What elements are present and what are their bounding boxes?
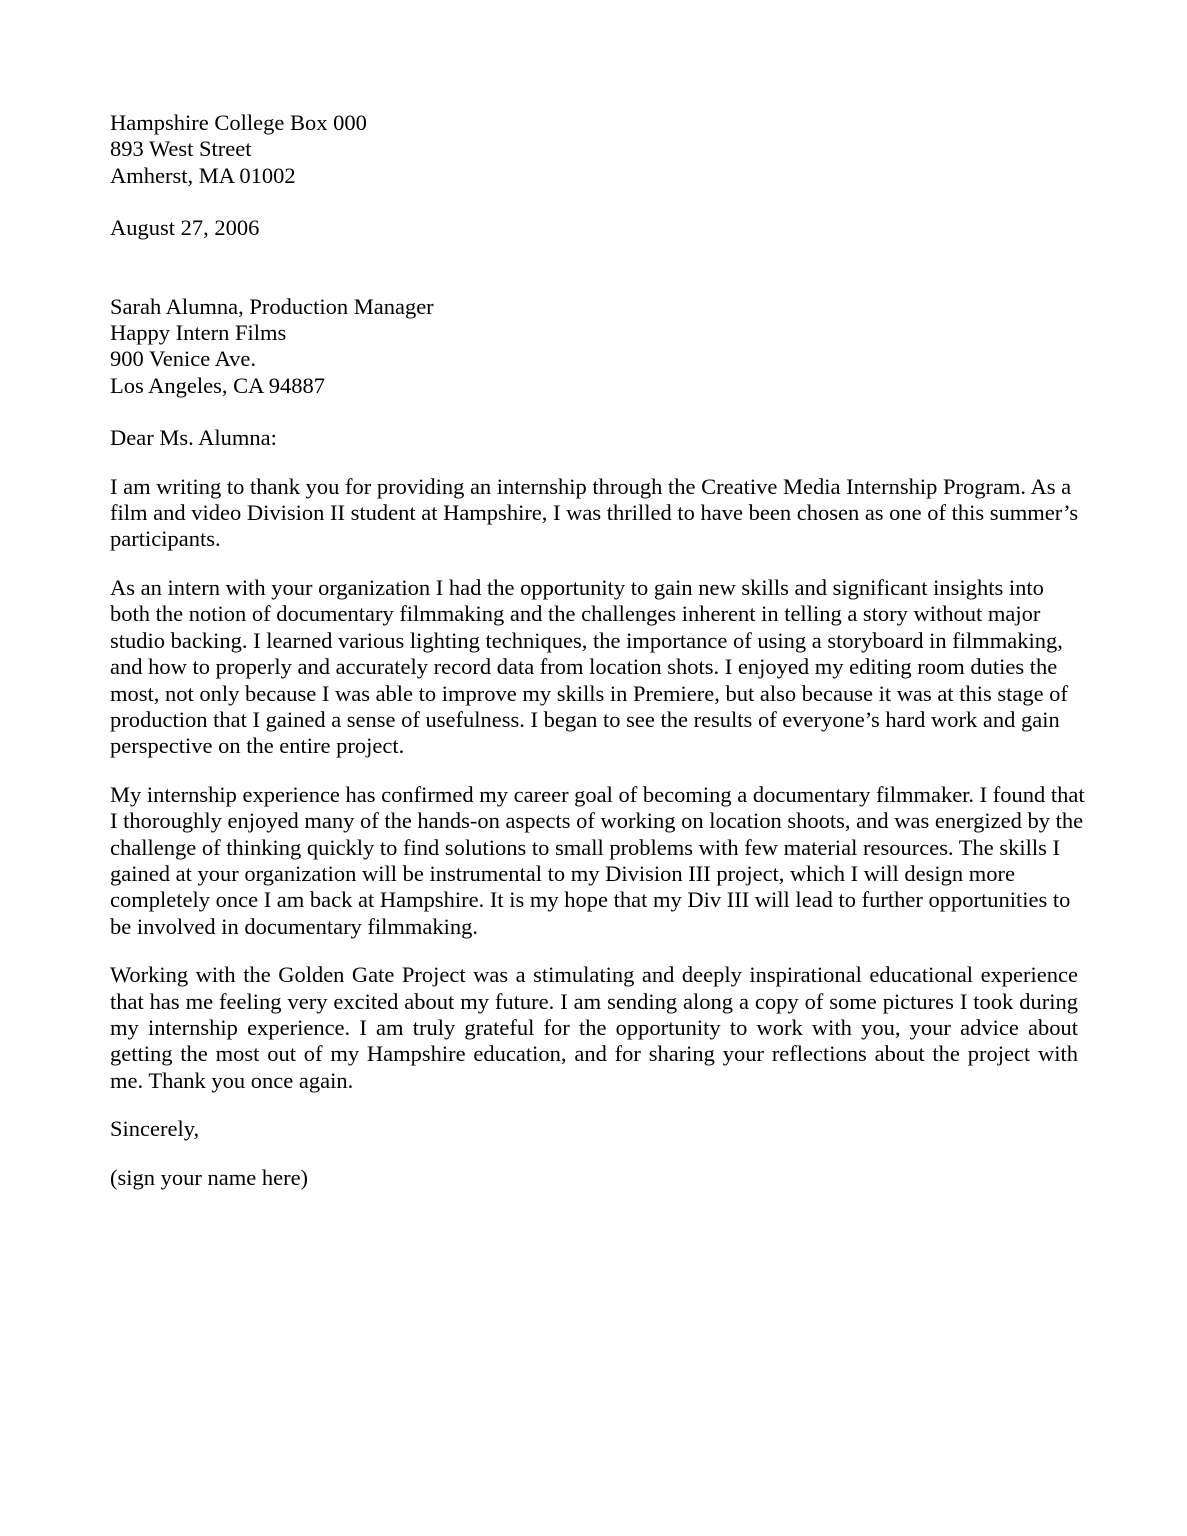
spacer-after-closing: [110, 1143, 1086, 1165]
recipient-address-line-3: 900 Venice Ave.: [110, 346, 257, 372]
body-paragraph-4: Working with the Golden Gate Project was a stimulating and deeply inspirational educational experience that has me feeling very excited about my future. I am sending along a copy of some pictures I took during my internship experience. I am truly grateful for the opportunity to work with you, your advice about getting the most out of my Hampshire education, and for sharing your reflections about the project with me. Thank you once again.: [110, 962, 1078, 1093]
body-paragraph-2: As an intern with your organization I had the opportunity to gain new skills and significant insights into both the notion of documentary filmmaking and the challenges inherent in telling a story without major studio backing. I learned various lighting techniques, the importance of using a storyboard in filmmaking, and how to properly and accurately record data from location shots. I enjoyed my editing room duties the most, not only because I was able to improve my skills in Premiere, but also because it was at this stage of production that I gained a sense of usefulness. I began to see the results of everyone’s hard work and gain perspective on the entire project.: [110, 574, 1068, 759]
recipient-address: [110, 294, 1086, 400]
signature-placeholder: (sign your name here): [110, 1164, 309, 1190]
recipient-address-line-4: Los Angeles, CA 94887: [110, 372, 326, 398]
recipient-address-line-2: Happy Intern Films: [110, 320, 287, 346]
letter-date: August 27, 2006: [110, 215, 260, 241]
sender-address-line-3: Amherst, MA 01002: [110, 162, 296, 188]
spacer-after-salutation: [110, 452, 1086, 474]
spacer-after-paragraph-4: [110, 1094, 1086, 1116]
body-paragraph-3: My internship experience has confirmed my career goal of becoming a documentary filmmaker. I found that I thoroughly enjoyed many of the hands-on aspects of working on location shoots, and was energized by the challenge of thinking quickly to find solutions to small problems with few material resources. The skills I gained at your organization will be instrumental to my Division III project, which I will design more completely once I am back at Hampshire. It is my hope that my Div III will lead to further opportunities to be involved in documentary filmmaking.: [110, 781, 1085, 939]
sender-address-line-2: 893 West Street: [110, 136, 252, 162]
body-paragraph-1: I am writing to thank you for providing an internship through the Creative Media Internship Program. As a film and video Division II student at Hampshire, I was thrilled to have been chosen as one of this summer’s participants.: [110, 473, 1079, 552]
closing: Sincerely,: [110, 1116, 200, 1142]
sender-address-line-1: Hampshire College Box 000: [110, 110, 367, 135]
spacer-after-paragraph-3: [110, 940, 1086, 962]
sender-address: [110, 110, 1086, 189]
spacer-after-paragraph-1: [110, 553, 1086, 575]
spacer-after-date: [110, 242, 1086, 294]
spacer-after-recipient-address: [110, 399, 1086, 425]
recipient-address-line-1: Sarah Alumna, Production Manager: [110, 293, 434, 319]
letter-body: [110, 110, 1086, 1191]
spacer-after-sender-address: [110, 189, 1086, 215]
spacer-after-paragraph-2: [110, 760, 1086, 782]
salutation: Dear Ms. Alumna:: [110, 425, 277, 451]
